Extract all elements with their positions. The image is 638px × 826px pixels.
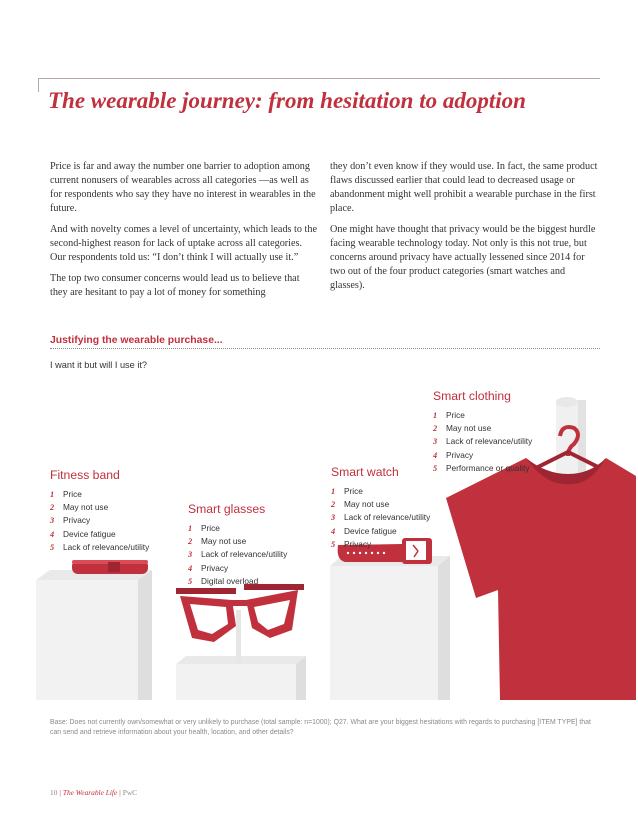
list-item: 4 Privacy [433, 449, 474, 460]
list-item: 2 May not use [433, 423, 492, 434]
smart-watch-heading: Smart watch [331, 465, 399, 479]
publication-title: The Wearable Life [62, 788, 118, 797]
smart-glasses-heading: Smart glasses [188, 502, 266, 516]
page-footer [50, 788, 137, 797]
page-title: The wearable journey: from hesitation to adoption [48, 88, 526, 113]
smart-glasses-list [188, 522, 287, 588]
list-item: 5 Privacy [331, 538, 372, 549]
list-item: 2 May not use [188, 536, 247, 547]
smart-glasses-group [188, 502, 287, 588]
fitness-band-pedestal [36, 570, 152, 700]
paragraph: The top two consumer concerns would lead us to believe that they are hesitant to pay a lot of money for something [50, 273, 300, 298]
section-subtitle: I want it but will I use it? [50, 360, 148, 370]
list-item: 1 Price [188, 523, 220, 533]
list-item: 3 Privacy [50, 515, 91, 526]
list-item: 3 Lack of relevance/utility [188, 549, 288, 560]
list-item: 2 May not use [50, 502, 109, 513]
list-item: 1 Price [433, 410, 465, 420]
list-item: 3 Lack of relevance/utility [433, 436, 533, 447]
list-item: 3 Lack of relevance/utility [331, 512, 431, 523]
brand-name: PwC [122, 788, 138, 797]
list-item: 5 Lack of relevance/utility [50, 541, 150, 552]
smart-watch-group [331, 465, 430, 551]
list-item: 2 May not use [331, 499, 390, 510]
footer-separator: | [59, 788, 61, 797]
list-item: 4 Privacy [188, 562, 229, 573]
fitness-band-icon [72, 560, 148, 574]
smart-clothing-list [433, 409, 532, 475]
list-item: 5 Performance or quality [433, 462, 530, 473]
t-shirt-icon [446, 458, 636, 700]
page-number: 10 [50, 788, 58, 797]
list-item: 5 Digital overload [188, 575, 259, 586]
base-note: Base: Does not currently own/somewhat or very unlikely to purchase (total sample: n=1000); Q27. What are your biggest hesitations with regards to purchasing [ITEM TYPE] that can send and retrieve information about your health, location, and other details? [50, 719, 591, 736]
list-item: 1 Price [50, 489, 82, 499]
fitness-band-heading: Fitness band [50, 468, 120, 482]
smart-clothing-group [433, 389, 532, 475]
paragraph: And with novelty comes a level of uncertainty, which leads to the second-highest reason for lack of uptake across all categories. Our respondents told us: “I don’t think I will actually use it.” [50, 224, 317, 263]
section-title: Justifying the wearable purchase... [50, 335, 223, 346]
paragraph: they don’t even know if they would use. In fact, the same product flaws discussed earlier that could lead to decreased usage or abandonment might well prohibit a wearable purchase in the first place. [330, 161, 598, 214]
smart-watch-pedestal [330, 556, 450, 700]
smart-watch-list [331, 485, 430, 551]
smart-clothing-heading: Smart clothing [433, 389, 511, 403]
footer-separator: | [119, 788, 121, 797]
fitness-band-list [50, 488, 149, 554]
paragraph: One might have thought that privacy would be the biggest hurdle facing wearable technology today. Not only is this not true, but concerns around privacy have actually lessened since 2014 for two out of the four product categories (smart watches and glasses). [330, 224, 596, 291]
list-item: 4 Device fatigue [331, 525, 397, 536]
list-item: 1 Price [331, 486, 363, 496]
fitness-band-group [50, 468, 149, 554]
paragraph: Price is far and away the number one barrier to adoption among current nonusers of wearables across all categories —as well as for respondents who say they have no interest in wearables in the future. [50, 161, 316, 214]
list-item: 4 Device fatigue [50, 528, 116, 539]
